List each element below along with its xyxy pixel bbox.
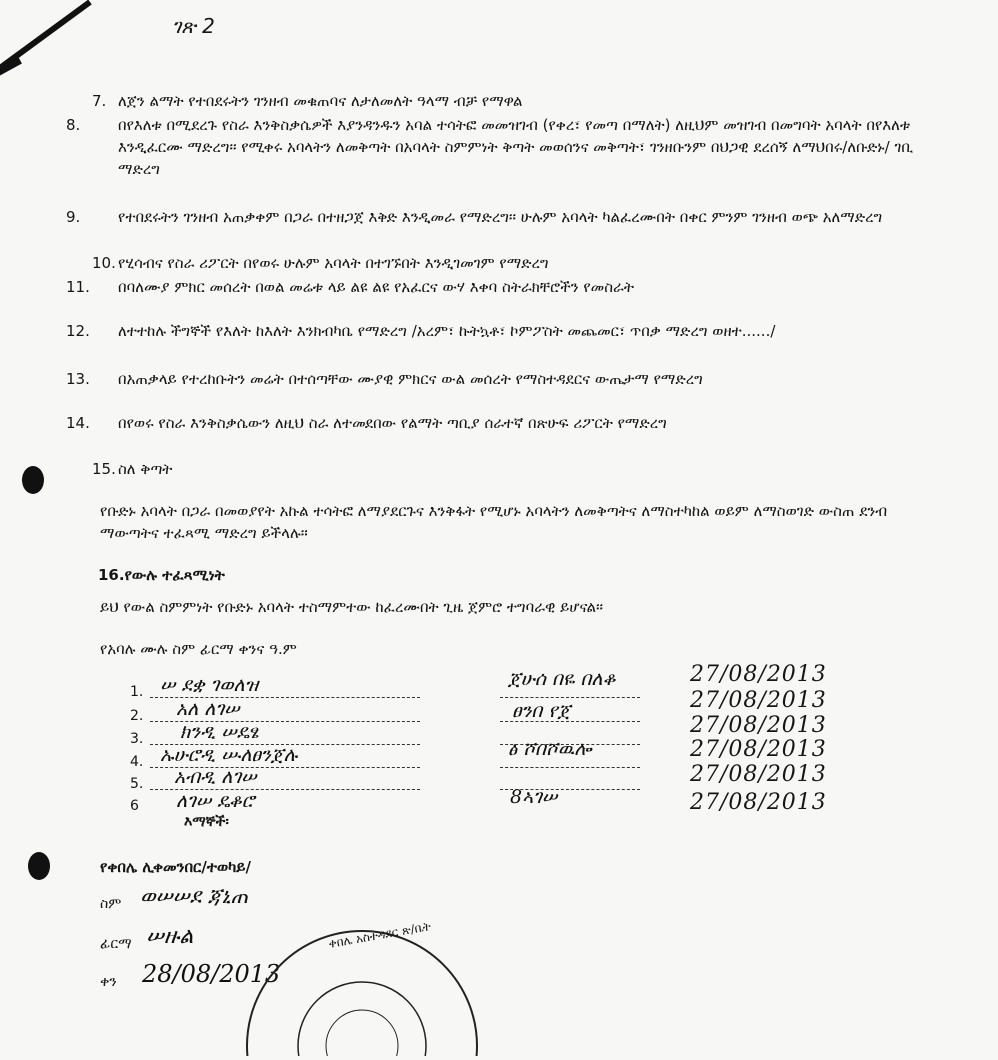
member-name: አብዲ ለገሠ bbox=[174, 766, 257, 788]
list-item: 13. በአጠቃላይ የተረከቡትን መሬት በተሰጣቸው ሙያዊ ምክርና ውል መሰረት የማስተዳደርና ውጤታማ የማድረግ bbox=[66, 370, 703, 388]
member-number: 4. bbox=[130, 754, 144, 770]
punch-hole bbox=[22, 466, 44, 494]
date-label: ቀን bbox=[100, 974, 117, 990]
receiver-signature: ሠዙል bbox=[146, 924, 194, 949]
signature-label: ፊርማ bbox=[100, 936, 132, 952]
member-name: ኡሁሮዲ ሡለፀንጀሉ bbox=[160, 744, 298, 766]
member-date: 27/08/2013 bbox=[690, 713, 827, 738]
member-date: 27/08/2013 bbox=[690, 762, 827, 787]
receiver-title: የቀበሌ ሊቀመንበር/ተወካይ/ bbox=[100, 858, 251, 876]
punch-hole bbox=[28, 852, 50, 880]
member-name: አለ ለገሠ bbox=[176, 698, 240, 720]
member-name: ሠ ደቋ ገወለዝ bbox=[160, 674, 259, 696]
member-signature: ፀንበ የጀ bbox=[512, 700, 571, 722]
member-name: ክንዲ ሠዴፄ bbox=[180, 721, 259, 743]
member-signature: ፅ ሾበሾዉሎ bbox=[508, 738, 592, 760]
signature-line bbox=[500, 697, 640, 698]
signature-table-header: የአባሉ ሙሉ ስም ፊርማ ቀንና ዓ.ም bbox=[100, 640, 297, 658]
penalty-paragraph: የቡድኑ አባላት በጋራ በመወያየት አኩል ተሳትፎ ለማያደርጉና እንቅፋት የሚሆኑ አባላትን ለመቅጣትና ለማስተካከል ወይም ለማስወገድ ውስጠ ደንብ ማውጣትና ተፈጻሚ ማድረግ ይችላሉ፡፡ bbox=[100, 502, 888, 542]
receiver-date: 28/08/2013 bbox=[142, 960, 281, 988]
section-16-title: 16.የውሉ ተፈጻሚነት bbox=[98, 566, 225, 584]
name-label: ስም bbox=[100, 896, 122, 912]
folded-corner bbox=[0, 0, 100, 80]
member-number: 6 bbox=[130, 798, 139, 814]
member-name: ለገሠ ዴቆሮ bbox=[176, 790, 255, 812]
member-number: 3. bbox=[130, 731, 144, 747]
member-date: 27/08/2013 bbox=[690, 737, 827, 762]
signature-line bbox=[500, 767, 640, 768]
receiver-name: ወሠሠደ ጃኒጠ bbox=[140, 884, 249, 908]
list-item: 12. ለተተከሉ ችግኞች የእለት ከእለት እንክብካቤ የማድረግ /አረም፣ ኩትኳቶ፣ ኮምፖስት መጨመር፣ ጥበቃ ማድረግ ወዘተ....../ bbox=[66, 322, 776, 340]
member-number: 1. bbox=[130, 684, 144, 700]
list-item: 8. በየእለቱ በሚደረጉ የስራ እንቅስቃሴዎች እያንዳንዱን አባል ተሳትፎ መመዝገብ (የቀረ፣ የመጣ በማለት) ለዚህም መዝገብ በመግባት አባላት በየእለቱ እንዲፈርሙ ማድረግ፡፡ የሚቀሩ አባላትን ለመቅጣት በአባላት ስምምነት ቅጣት መወሰንና መቅጣት፣ ገንዘቡንም በህጋዊ ደረሰኝ ለማህበሩ/ለቡድኑ/ ገቢ ማድረግ bbox=[66, 116, 914, 178]
list-item: 11. በባለሙያ ምክር መሰረት በወል መሬቱ ላይ ልዩ ልዩ የአፈርና ውሃ እቀባ ስትራክቸሮችን የመስራት bbox=[66, 278, 634, 296]
list-item: 7. ለጀን ልማት የተበደሩትን ገንዘብ መቁጠባና ለታለመለት ዓላማ ብቻ የማዋል bbox=[92, 92, 523, 110]
list-item: 9. የተበደሩትን ገንዘብ አጠቃቀም በጋራ በተዘጋጀ እቅድ እንዲመራ የማድረግ፡፡ ሁሉም አባላት ካልፈረሙበት በቀር ምንም ገንዘብ ወጭ አለማድረግ bbox=[66, 208, 883, 226]
member-date: 27/08/2013 bbox=[690, 662, 827, 687]
stamp-text: ቀበሌ አስተዳደር ጽ/ቤት bbox=[327, 919, 432, 951]
list-item: 10. የሂሳብና የስራ ሪፖርት በየወሩ ሁሉም አባላት በተገኙበት እንዲገመገም የማድረግ bbox=[92, 254, 549, 272]
page-number: ገጽ 2 bbox=[172, 14, 215, 38]
member-number: 2. bbox=[130, 708, 144, 724]
list-item: 15. ስለ ቅጣት bbox=[92, 460, 173, 478]
witness-label: እማኞች፡ bbox=[184, 814, 229, 830]
section-16-text: ይህ የውል ስምምነት የቡድኑ አባላት ተስማምተው ከፈረሙበት ጊዜ ጀምሮ ተግባራዊ ይሆናል፡፡ bbox=[100, 598, 604, 616]
official-stamp bbox=[232, 896, 532, 1060]
list-item: 14. በየወሩ የስራ እንቅስቃሴውን ለዚህ ስራ ለተመደበው የልማት ጣቢያ ሰራተኛ በጽሁፍ ሪፖርት የማድረግ bbox=[66, 414, 667, 432]
member-number: 5. bbox=[130, 776, 144, 792]
member-date: 27/08/2013 bbox=[690, 688, 827, 713]
member-signature: 8ኣገሠ bbox=[510, 786, 558, 808]
member-date: 27/08/2013 bbox=[690, 790, 827, 815]
member-signature: ጀሁሰ በዬ በለቆ bbox=[508, 668, 616, 690]
